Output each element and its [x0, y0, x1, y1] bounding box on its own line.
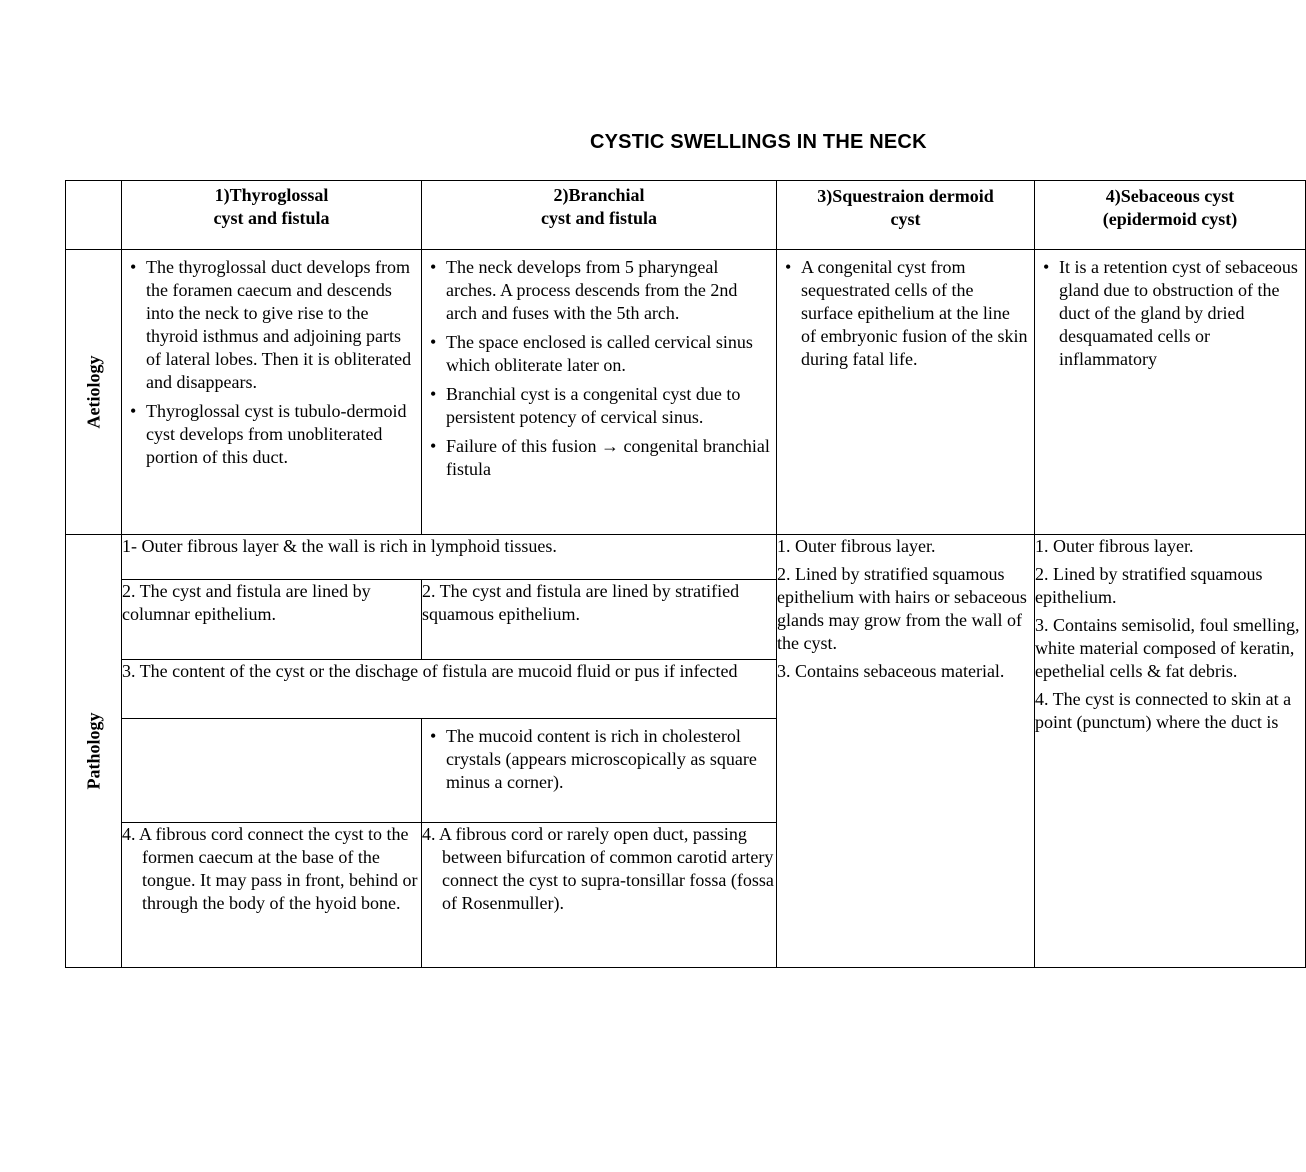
header-dermoid-line1: 3)Squestraion dermoid — [817, 186, 994, 206]
list-item: 4. The cyst is connected to skin at a point (punctum) where the duct is — [1035, 689, 1292, 732]
header-thyroglossal-line2: cyst and fistula — [213, 208, 330, 228]
pathology-branch-2: 2. The cyst and fistula are lined by stratified squamous epithelium. — [422, 580, 777, 660]
header-branchial-line2: cyst and fistula — [540, 208, 657, 228]
header-dermoid — [777, 181, 1035, 250]
list-item: 1. Outer fibrous layer. — [1035, 536, 1194, 556]
pathology-label-cell — [66, 535, 122, 968]
aetiology-branchial — [422, 250, 777, 535]
aetiology-label: Aetiology — [83, 355, 103, 429]
header-thyroglossal-line1: 1)Thyroglossal — [214, 185, 329, 205]
header-thyroglossal — [122, 181, 422, 250]
pathology-thyro-4 — [122, 823, 422, 968]
pathology-dermoid — [777, 535, 1035, 968]
list-item: 4. A fibrous cord connect the cyst to the formen caecum at the base of the tongue. It may pass in front, behind or through the body of the hyoid bone. — [122, 824, 418, 913]
list-item: • Failure of this fusion → congenital branchial fistula — [428, 435, 770, 481]
list-item: • The space enclosed is called cervical sinus which obliterate later on. — [428, 331, 770, 377]
pathology-shared-3: 3. The content of the cyst or the dischage of fistula are mucoid fluid or pus if infected — [122, 660, 777, 719]
pathology-label: Pathology — [83, 712, 103, 790]
header-sebaceous — [1035, 181, 1306, 250]
list-item: • It is a retention cyst of sebaceous gland due to obstruction of the duct of the gland by dried desquamated cells or inflammatory — [1041, 256, 1299, 371]
list-item: 2. Lined by stratified squamous epithelium with hairs or sebaceous glands may grow from the wall of the cyst. — [777, 564, 1027, 653]
list-item: • The neck develops from 5 pharyngeal arches. A process descends from the 2nd arch and fuses with the 5th arch. — [428, 256, 770, 325]
list-item: 2. Lined by stratified squamous epithelium. — [1035, 564, 1263, 607]
page-title: CYSTIC SWELLINGS IN THE NECK — [590, 131, 927, 153]
aetiology-thyroglossal-list — [122, 250, 421, 469]
list-item: • Thyroglossal cyst is tubulo-dermoid cyst develops from unobliterated portion of this duct. — [128, 400, 415, 469]
pathology-shared-1: 1- Outer fibrous layer & the wall is rich in lymphoid tissues. — [122, 535, 777, 580]
aetiology-thyroglossal — [122, 250, 422, 535]
pathology-thyro-2: 2. The cyst and fistula are lined by columnar epithelium. — [122, 580, 422, 660]
table-header-row — [66, 181, 1306, 250]
cystic-swellings-table — [65, 180, 1306, 968]
aetiology-dermoid-list — [777, 250, 1034, 371]
aetiology-row — [66, 250, 1306, 535]
list-item: • The mucoid content is rich in cholesterol crystals (appears microscopically as square minus a corner). — [428, 725, 770, 794]
list-item: • Branchial cyst is a congenital cyst due to persistent potency of cervical sinus. — [428, 383, 770, 429]
pathology-row-1 — [66, 535, 1306, 580]
header-branchial-line1: 2)Branchial — [553, 185, 645, 205]
list-item: 4. A fibrous cord or rarely open duct, passing between bifurcation of common carotid artery connect the cyst to supra-tonsillar fossa (fossa of Rosenmuller). — [422, 824, 774, 913]
header-sebaceous-line1: 4)Sebaceous cyst — [1105, 186, 1235, 206]
list-item: • A congenital cyst from sequestrated cells of the surface epithelium at the line of embryonic fusion of the skin during fatal life. — [783, 256, 1028, 371]
pathology-branch-mucoid — [422, 719, 777, 823]
pathology-branch-4 — [422, 823, 777, 968]
list-item: • The thyroglossal duct develops from the foramen caecum and descends into the neck to give rise to the thyroid isthmus and adjoining parts of lateral lobes. Then it is obliterated and disappears. — [128, 256, 415, 394]
list-item: 3. Contains sebaceous material. — [777, 661, 1005, 681]
list-item: 3. Contains semisolid, foul smelling, white material composed of keratin, epethelial cells & fat debris. — [1035, 615, 1300, 681]
aetiology-label-cell — [66, 250, 122, 535]
pathology-branch-mucoid-list — [422, 719, 776, 794]
header-branchial — [422, 181, 777, 250]
header-dermoid-line2: cyst — [890, 209, 921, 229]
aetiology-sebaceous-list — [1035, 250, 1305, 371]
aetiology-branchial-list — [422, 250, 776, 481]
list-item: 1. Outer fibrous layer. — [777, 536, 936, 556]
header-corner-cell — [66, 181, 122, 250]
aetiology-dermoid — [777, 250, 1035, 535]
pathology-sebaceous — [1035, 535, 1306, 968]
header-sebaceous-line2: (epidermoid cyst) — [1102, 209, 1238, 229]
aetiology-sebaceous — [1035, 250, 1306, 535]
pathology-thyro-empty — [122, 719, 422, 823]
